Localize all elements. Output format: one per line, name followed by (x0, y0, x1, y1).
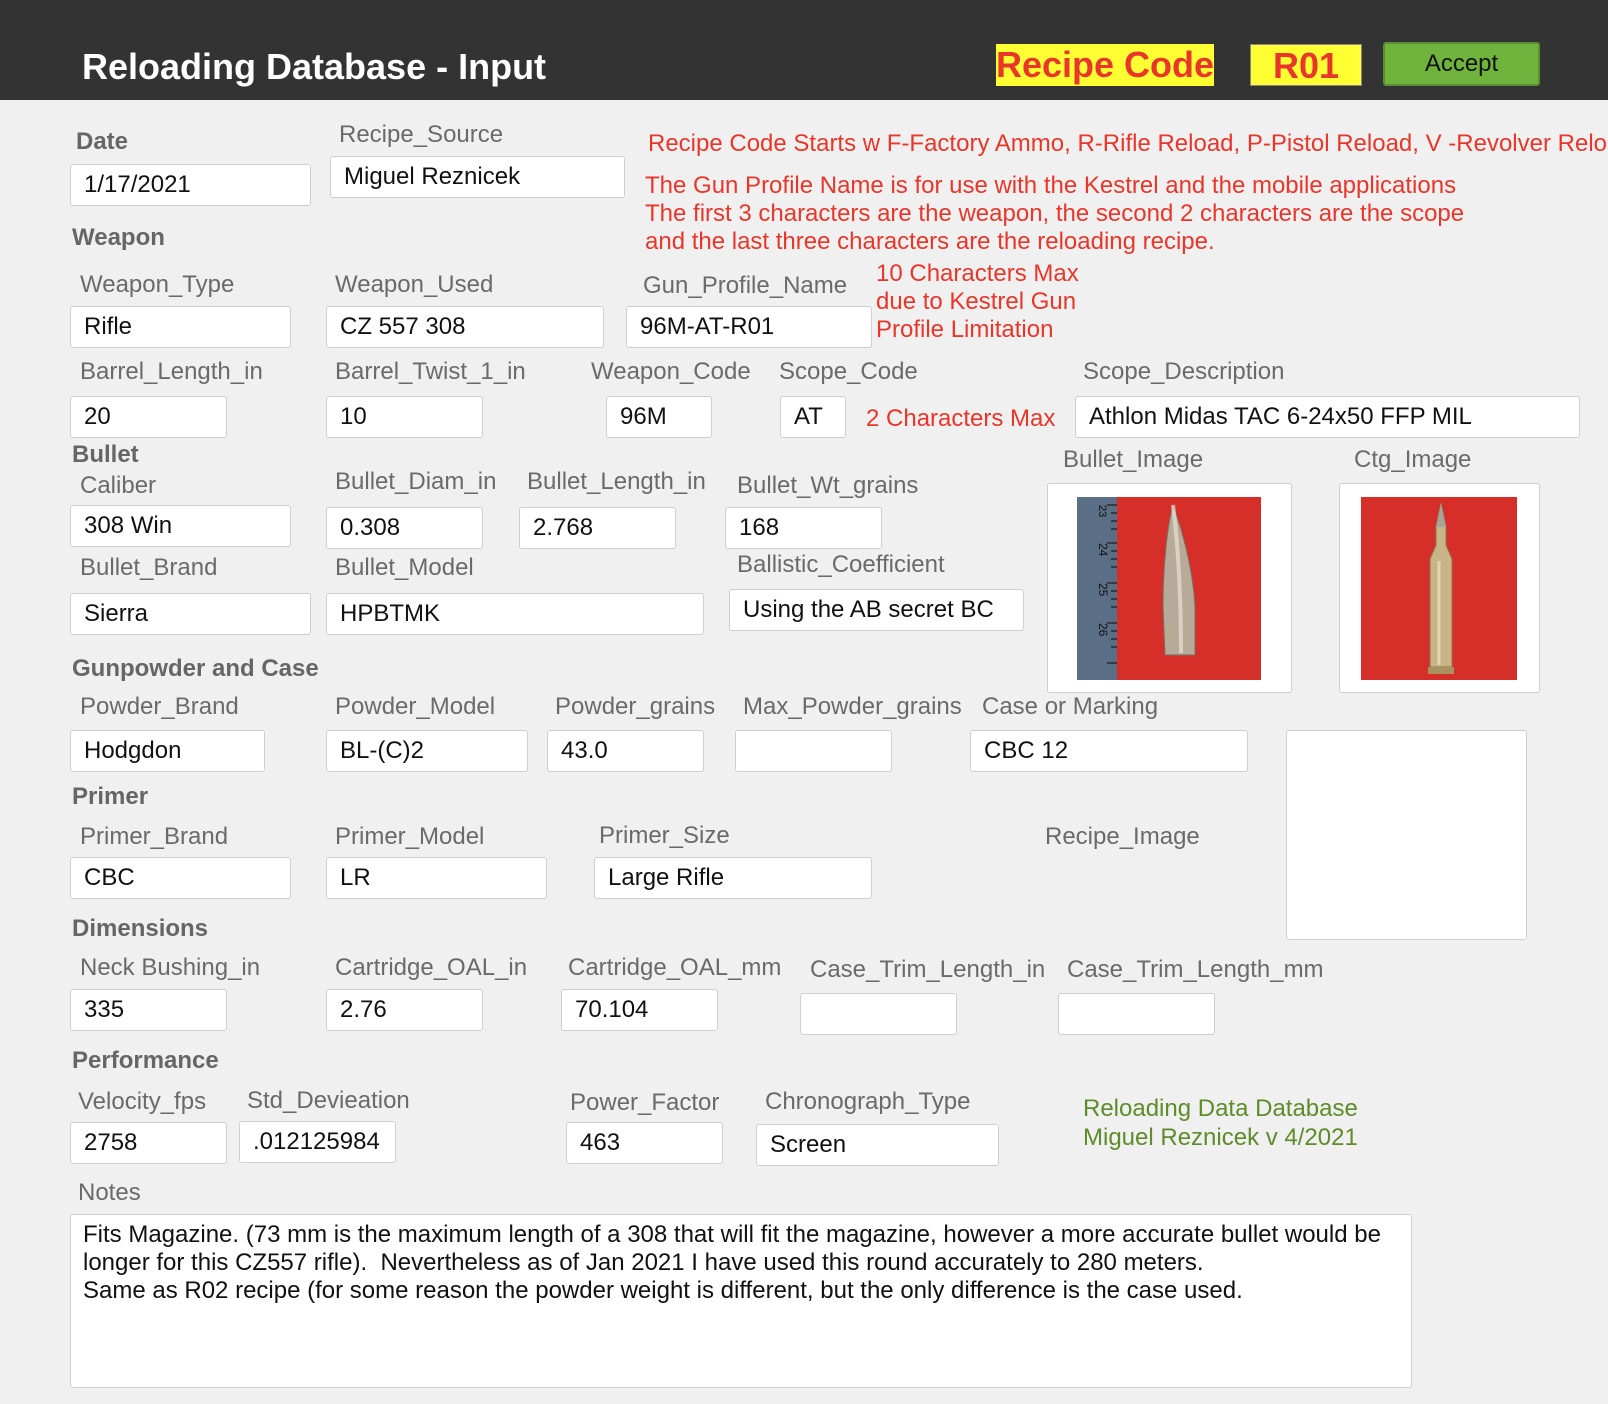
bullet-wt-field[interactable]: 168 (725, 507, 882, 549)
section-dimensions: Dimensions (72, 915, 209, 942)
primer-brand-field[interactable]: CBC (70, 857, 291, 899)
max-10-note-1: 10 Characters Max (876, 260, 1079, 287)
max-powder-grains-field[interactable] (735, 730, 892, 772)
barrel-length-label: Barrel_Length_in (80, 358, 263, 385)
caliber-field[interactable]: 308 Win (70, 505, 291, 547)
cartridge-oal-mm-field[interactable]: 70.104 (561, 989, 718, 1031)
case-marking-field[interactable]: CBC 12 (970, 730, 1248, 772)
cartridge-oal-in-label: Cartridge_OAL_in (335, 954, 528, 981)
ballistic-coefficient-label: Ballistic_Coefficient (737, 551, 945, 578)
max-10-note-2: due to Kestrel Gun (876, 288, 1077, 315)
scope-description-field[interactable]: Athlon Midas TAC 6-24x50 FFP MIL (1075, 396, 1580, 438)
accept-button[interactable]: Accept (1383, 42, 1540, 86)
primer-model-field[interactable]: LR (326, 857, 547, 899)
gun-profile-note-3: and the last three characters are the reloading recipe. (645, 228, 1215, 255)
ruler-mark-23: 23 (1096, 505, 1108, 518)
primer-brand-label: Primer_Brand (80, 823, 229, 850)
bullet-diam-label: Bullet_Diam_in (335, 468, 497, 495)
weapon-type-field[interactable]: Rifle (70, 306, 291, 348)
weapon-code-field[interactable]: 96M (606, 396, 712, 438)
neck-bushing-field[interactable]: 335 (70, 989, 227, 1031)
credit-line-1: Reloading Data Database (1083, 1095, 1358, 1122)
ctg-image-frame[interactable] (1339, 483, 1540, 693)
cartridge-oal-mm-label: Cartridge_OAL_mm (568, 954, 782, 981)
powder-grains-label: Powder_grains (555, 693, 716, 720)
case-marking-label: Case or Marking (982, 693, 1159, 720)
section-bullet: Bullet (72, 441, 139, 468)
bullet-length-label: Bullet_Length_in (527, 468, 706, 495)
notes-label: Notes (78, 1179, 141, 1206)
powder-brand-field[interactable]: Hodgdon (70, 730, 265, 772)
weapon-code-label: Weapon_Code (591, 358, 751, 385)
powder-brand-label: Powder_Brand (80, 693, 239, 720)
case-trim-in-label: Case_Trim_Length_in (810, 956, 1046, 983)
gun-profile-name-field[interactable]: 96M-AT-R01 (626, 306, 872, 348)
header-bar (0, 0, 1608, 100)
recipe-code-hint: Recipe Code Starts w F-Factory Ammo, R-Rifle Reload, P-Pistol Reload, V -Revolver Relo (648, 130, 1607, 157)
ruler-mark-25: 25 (1096, 583, 1110, 597)
gun-profile-note-2: The first 3 characters are the weapon, the second 2 characters are the scope (645, 200, 1465, 227)
gun-profile-note-1: The Gun Profile Name is for use with the Kestrel and the mobile applications (645, 172, 1457, 199)
bullet-image-frame[interactable] (1047, 483, 1292, 693)
max-10-note-3: Profile Limitation (876, 316, 1054, 343)
ruler-mark-24: 24 (1096, 543, 1110, 557)
powder-model-field[interactable]: BL-(C)2 (326, 730, 528, 772)
ruler-mark-26: 26 (1096, 623, 1110, 637)
date-field[interactable]: 1/17/2021 (70, 164, 311, 206)
recipe-code-label: Recipe Code (996, 44, 1214, 85)
ctg-image-label: Ctg_Image (1354, 446, 1472, 473)
powder-model-label: Powder_Model (335, 693, 496, 720)
max-powder-grains-label: Max_Powder_grains (743, 693, 962, 720)
barrel-twist-label: Barrel_Twist_1_in (335, 358, 526, 385)
recipe-image-label: Recipe_Image (1045, 823, 1200, 850)
recipe-image-frame[interactable] (1286, 730, 1527, 940)
credit-line-2: Miguel Reznicek v 4/2021 (1083, 1124, 1358, 1151)
bullet-brand-label: Bullet_Brand (80, 554, 218, 581)
case-trim-in-field[interactable] (800, 993, 957, 1035)
std-dev-label: Std_Devieation (247, 1087, 410, 1114)
chronograph-field[interactable]: Screen (756, 1124, 999, 1166)
section-gunpowder: Gunpowder and Case (72, 655, 319, 682)
primer-model-label: Primer_Model (335, 823, 485, 850)
gun-profile-name-label: Gun_Profile_Name (643, 272, 848, 299)
section-primer: Primer (72, 783, 149, 810)
bullet-photo (1077, 497, 1261, 680)
bullet-diam-field[interactable]: 0.308 (326, 507, 483, 549)
neck-bushing-label: Neck Bushing_in (80, 954, 261, 981)
weapon-type-label: Weapon_Type (80, 271, 235, 298)
bullet-length-field[interactable]: 2.768 (519, 507, 676, 549)
barrel-length-field[interactable]: 20 (70, 396, 227, 438)
primer-size-field[interactable]: Large Rifle (594, 857, 872, 899)
bullet-image-label: Bullet_Image (1063, 446, 1204, 473)
max-2-note: 2 Characters Max (866, 405, 1056, 432)
barrel-twist-field[interactable]: 10 (326, 396, 483, 438)
bullet-model-field[interactable]: HPBTMK (326, 593, 704, 635)
powder-grains-field[interactable]: 43.0 (547, 730, 704, 772)
section-performance: Performance (72, 1047, 219, 1074)
notes-textarea[interactable]: Fits Magazine. (73 mm is the maximum length of a 308 that will fit the magazine, however a more accurate bullet would be longer for this CZ557 rifle). Nevertheless as of Jan 2021 I have used this round accurately to 280 meters. Same as R02 recipe (for some reason the powder weight is different, but the only difference is the case used. (70, 1214, 1412, 1388)
scope-code-label: Scope_Code (779, 358, 918, 385)
ballistic-coefficient-field[interactable]: Using the AB secret BC (729, 589, 1024, 631)
bullet-model-label: Bullet_Model (335, 554, 474, 581)
app-title: Reloading Database - Input (82, 46, 547, 87)
primer-size-label: Primer_Size (599, 822, 730, 849)
date-label: Date (76, 128, 129, 155)
recipe-source-field[interactable]: Miguel Reznicek (330, 156, 625, 198)
std-dev-field[interactable]: .012125984 (239, 1121, 396, 1163)
weapon-used-label: Weapon_Used (335, 271, 494, 298)
recipe-code-field[interactable]: R01 (1250, 44, 1362, 86)
power-factor-field[interactable]: 463 (566, 1122, 723, 1164)
power-factor-label: Power_Factor (570, 1089, 720, 1116)
weapon-used-field[interactable]: CZ 557 308 (326, 306, 604, 348)
case-trim-mm-field[interactable] (1058, 993, 1215, 1035)
bullet-wt-label: Bullet_Wt_grains (737, 472, 919, 499)
velocity-field[interactable]: 2758 (70, 1122, 227, 1164)
velocity-label: Velocity_fps (78, 1088, 207, 1115)
case-trim-mm-label: Case_Trim_Length_mm (1067, 956, 1324, 983)
cartridge-photo (1361, 497, 1517, 680)
scope-code-field[interactable]: AT (780, 396, 846, 438)
section-weapon: Weapon (72, 224, 165, 251)
cartridge-oal-in-field[interactable]: 2.76 (326, 989, 483, 1031)
caliber-label: Caliber (80, 472, 157, 499)
bullet-brand-field[interactable]: Sierra (70, 593, 311, 635)
recipe-source-label: Recipe_Source (339, 121, 504, 148)
chronograph-label: Chronograph_Type (765, 1088, 971, 1115)
scope-description-label: Scope_Description (1083, 358, 1285, 385)
